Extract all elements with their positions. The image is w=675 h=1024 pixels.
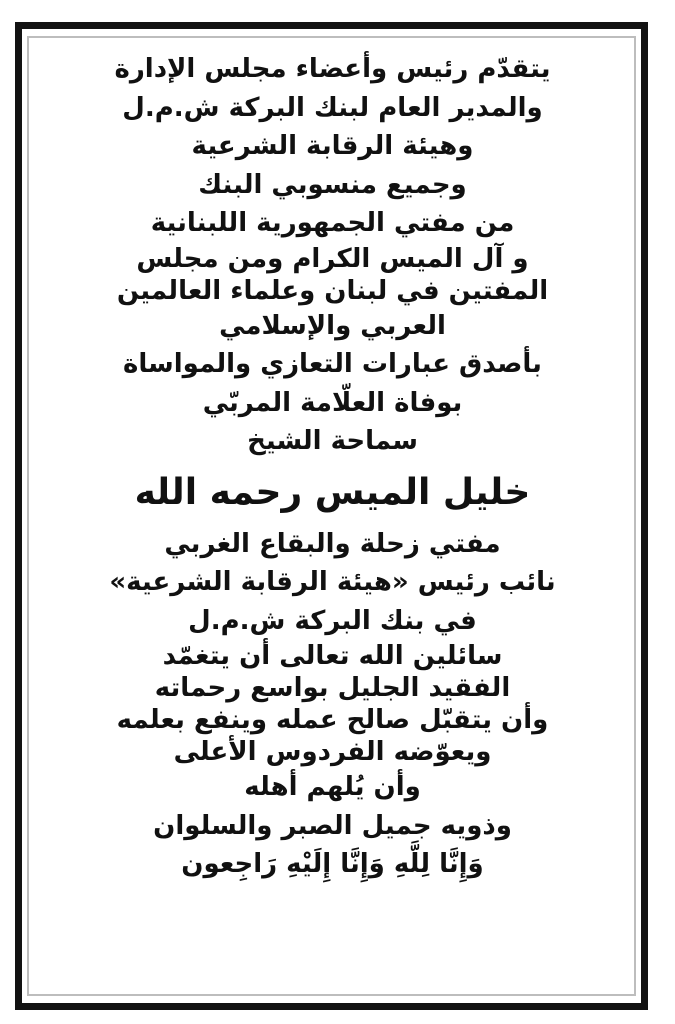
text-line: وَإِنَّا لِلَّهِ وَإِنَّا إِلَيْهِ رَاجِعون — [181, 849, 484, 879]
text-line: مفتي زحلة والبقاع الغربي — [164, 528, 501, 559]
text-line: والمدير العام لبنك البركة ش.م.ل — [122, 92, 543, 123]
text-line: من مفتي الجمهورية اللبنانية — [150, 208, 515, 238]
text-line: ويعوّضه الفردوس الأعلى — [173, 737, 492, 767]
deceased-name-heading: خليل الميس رحمه الله — [134, 471, 531, 513]
text-line: وأن يُلهم أهله — [244, 772, 421, 802]
text-line: وأن يتقبّل صالح عمله وينفع بعلمه — [116, 705, 549, 735]
text-line: سائلين الله تعالى أن يتغمّد — [162, 641, 503, 671]
text-line: وهيئة الرقابة الشرعية — [191, 131, 474, 161]
text-line: سماحة الشيخ — [247, 426, 418, 456]
text-line: العربي والإسلامي — [219, 310, 446, 341]
text-line: المفتين في لبنان وعلماء العالمين — [116, 275, 549, 306]
text-line: نائب رئيس «هيئة الرقابة الشرعية» — [109, 567, 556, 597]
text-line: بأصدق عبارات التعازي والمواساة — [123, 349, 542, 379]
text-line: في بنك البركة ش.م.ل — [188, 605, 477, 636]
text-line: وذويه جميل الصبر والسلوان — [153, 810, 512, 841]
text-line: يتقدّم رئيس وأعضاء مجلس الإدارة — [114, 54, 551, 84]
text-line: وجميع منسوبي البنك — [198, 169, 467, 200]
text-line: و آل الميس الكرام ومن مجلس — [136, 243, 529, 274]
text-line: بوفاة العلّامة المربّي — [202, 387, 463, 418]
text-line: الفقيد الجليل بواسع رحماته — [154, 673, 511, 703]
condolence-text-block — [60, 50, 605, 884]
